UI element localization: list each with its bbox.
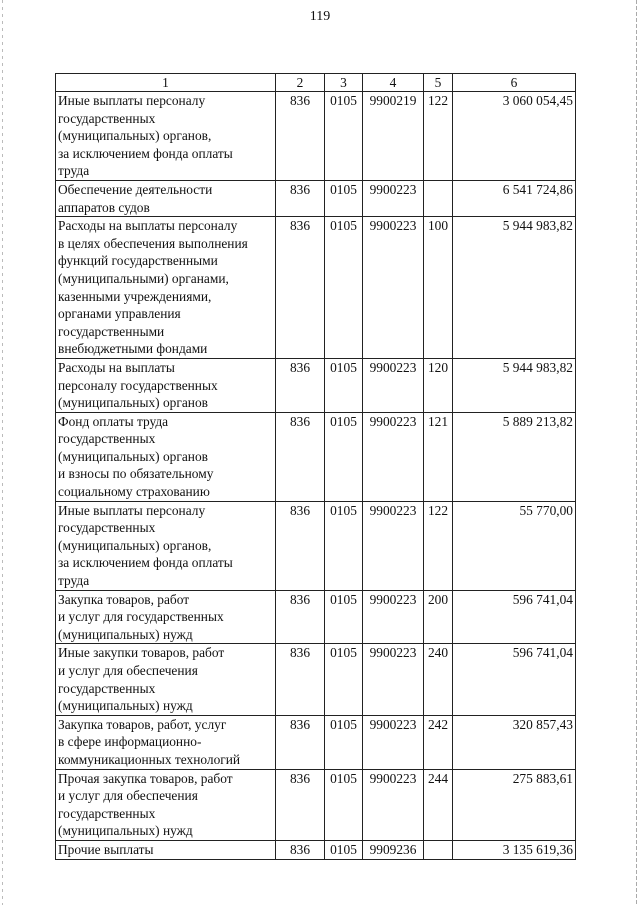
amount-cell: 3 060 054,45 [453, 92, 576, 181]
target-article-cell: 9900223 [363, 217, 424, 359]
department-code-cell: 836 [276, 501, 325, 590]
table-row [56, 92, 576, 181]
amount-cell: 320 857,43 [453, 715, 576, 769]
amount-cell: 5 889 213,82 [453, 412, 576, 501]
column-header: 1 [56, 74, 276, 92]
target-article-cell: 9909236 [363, 840, 424, 859]
table-body [56, 92, 576, 860]
column-header: 4 [363, 74, 424, 92]
department-code-cell: 836 [276, 590, 325, 644]
target-article-cell: 9900223 [363, 715, 424, 769]
target-article-cell: 9900223 [363, 644, 424, 715]
item-name-cell: Обеспечение деятельности аппаратов судов [56, 180, 276, 216]
amount-cell: 5 944 983,82 [453, 217, 576, 359]
amount-cell: 5 944 983,82 [453, 358, 576, 412]
table-header-row [56, 74, 576, 92]
column-header: 3 [325, 74, 363, 92]
table-row [56, 769, 576, 840]
table-row [56, 358, 576, 412]
department-code-cell: 836 [276, 412, 325, 501]
amount-cell: 596 741,04 [453, 644, 576, 715]
expense-type-cell: 122 [424, 501, 453, 590]
table-row [56, 840, 576, 859]
target-article-cell: 9900219 [363, 92, 424, 181]
item-name-cell: Иные выплаты персоналу государственных (муниципальных) органов, за исключением фонда оплаты труда [56, 92, 276, 181]
expense-type-cell [424, 840, 453, 859]
department-code-cell: 836 [276, 769, 325, 840]
table-row [56, 501, 576, 590]
target-article-cell: 9900223 [363, 769, 424, 840]
expense-type-cell: 122 [424, 92, 453, 181]
department-code-cell: 836 [276, 715, 325, 769]
expense-type-cell: 200 [424, 590, 453, 644]
amount-cell: 596 741,04 [453, 590, 576, 644]
page-number: 119 [309, 9, 331, 24]
amount-cell: 3 135 619,36 [453, 840, 576, 859]
section-code-cell: 0105 [325, 590, 363, 644]
item-name-cell: Фонд оплаты труда государственных (муниципальных) органов и взносы по обязательному социальному страхованию [56, 412, 276, 501]
item-name-cell: Расходы на выплаты персоналу государственных (муниципальных) органов [56, 358, 276, 412]
expense-type-cell: 121 [424, 412, 453, 501]
section-code-cell: 0105 [325, 769, 363, 840]
section-code-cell: 0105 [325, 217, 363, 359]
scan-edge-right [636, 0, 637, 905]
table-row [56, 715, 576, 769]
item-name-cell: Закупка товаров, работ и услуг для государственных (муниципальных) нужд [56, 590, 276, 644]
budget-table [55, 73, 576, 860]
column-header: 6 [453, 74, 576, 92]
table-row [56, 217, 576, 359]
item-name-cell: Иные выплаты персоналу государственных (муниципальных) органов, за исключением фонда оплаты труда [56, 501, 276, 590]
section-code-cell: 0105 [325, 358, 363, 412]
target-article-cell: 9900223 [363, 412, 424, 501]
column-header: 5 [424, 74, 453, 92]
table-row [56, 644, 576, 715]
scan-edge-left [2, 0, 3, 905]
department-code-cell: 836 [276, 358, 325, 412]
amount-cell: 6 541 724,86 [453, 180, 576, 216]
item-name-cell: Прочие выплаты [56, 840, 276, 859]
table-row [56, 412, 576, 501]
item-name-cell: Расходы на выплаты персоналу в целях обеспечения выполнения функций государственными (муниципальными) органами, казенными учреждениями, органами управления государственными внебюджетными фондами [56, 217, 276, 359]
amount-cell: 55 770,00 [453, 501, 576, 590]
target-article-cell: 9900223 [363, 590, 424, 644]
expense-type-cell: 240 [424, 644, 453, 715]
expense-type-cell [424, 180, 453, 216]
section-code-cell: 0105 [325, 715, 363, 769]
expense-type-cell: 244 [424, 769, 453, 840]
department-code-cell: 836 [276, 217, 325, 359]
section-code-cell: 0105 [325, 840, 363, 859]
section-code-cell: 0105 [325, 412, 363, 501]
target-article-cell: 9900223 [363, 358, 424, 412]
department-code-cell: 836 [276, 644, 325, 715]
department-code-cell: 836 [276, 180, 325, 216]
table-row [56, 590, 576, 644]
item-name-cell: Закупка товаров, работ, услуг в сфере информационно- коммуникационных технологий [56, 715, 276, 769]
column-header: 2 [276, 74, 325, 92]
section-code-cell: 0105 [325, 180, 363, 216]
department-code-cell: 836 [276, 840, 325, 859]
target-article-cell: 9900223 [363, 180, 424, 216]
expense-type-cell: 120 [424, 358, 453, 412]
item-name-cell: Прочая закупка товаров, работ и услуг для обеспечения государственных (муниципальных) нужд [56, 769, 276, 840]
section-code-cell: 0105 [325, 644, 363, 715]
table-row [56, 180, 576, 216]
item-name-cell: Иные закупки товаров, работ и услуг для обеспечения государственных (муниципальных) нужд [56, 644, 276, 715]
section-code-cell: 0105 [325, 92, 363, 181]
department-code-cell: 836 [276, 92, 325, 181]
expense-type-cell: 242 [424, 715, 453, 769]
target-article-cell: 9900223 [363, 501, 424, 590]
expense-type-cell: 100 [424, 217, 453, 359]
amount-cell: 275 883,61 [453, 769, 576, 840]
section-code-cell: 0105 [325, 501, 363, 590]
